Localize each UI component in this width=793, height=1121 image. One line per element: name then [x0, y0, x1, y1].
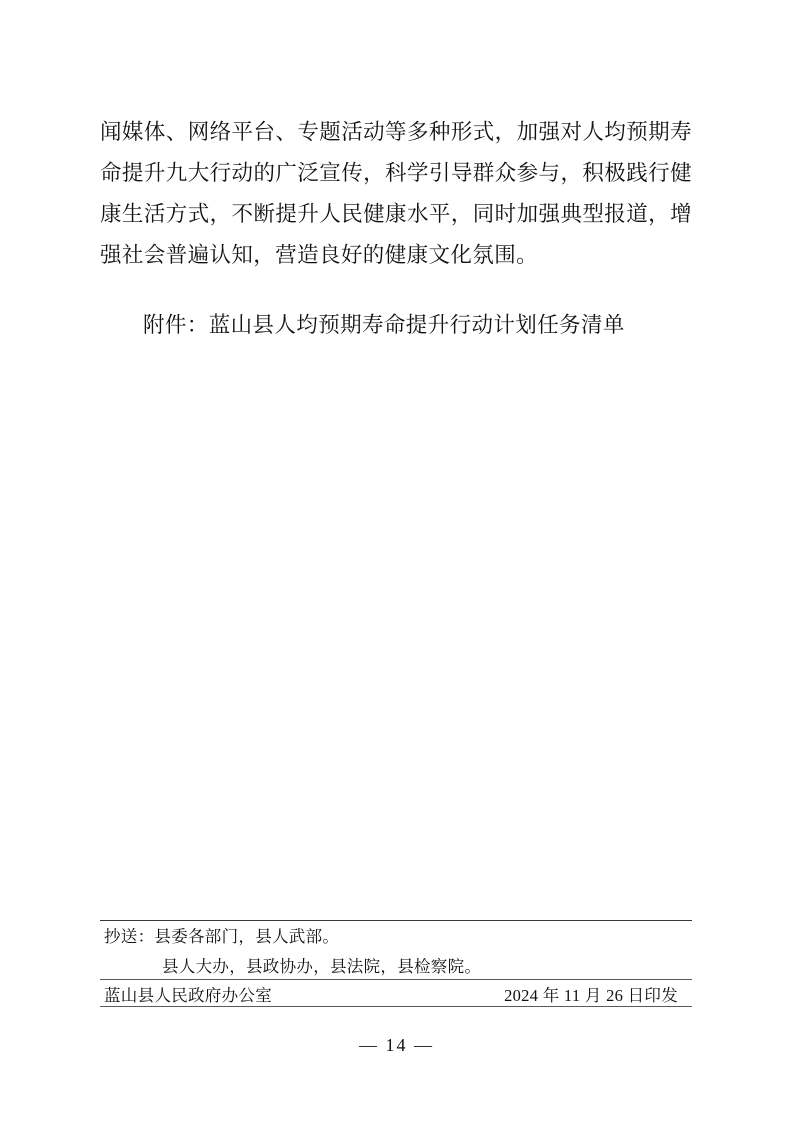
distribution-row-1 — [100, 921, 692, 951]
body-text-block — [100, 112, 692, 276]
document-footer — [100, 920, 692, 1007]
issuing-office: 蓝山县人民政府办公室 — [104, 986, 272, 1005]
paragraph-continued: 闻媒体、网络平台、专题活动等多种形式，加强对人均预期寿命提升九大行动的广泛宣传，科学引导群众参与，积极践行健康生活方式，不断提升人民健康水平，同时加强典型报道，增强社会普遍认知，营造良好的健康文化氛围。 — [100, 120, 692, 267]
distribution-row-2 — [100, 951, 692, 979]
issuing-row — [100, 980, 692, 1006]
distribution-label: 抄送：县委各部门，县人武部。 — [104, 927, 340, 946]
page-number: — 14 — — [359, 1035, 434, 1055]
distribution-line-2: 县人大办，县政协办，县法院，县检察院。 — [162, 957, 482, 976]
attachment-line: 附件：蓝山县人均预期寿命提升行动计划任务清单 — [143, 313, 625, 337]
issue-date: 2024 年 11 月 26 日印发 — [504, 986, 678, 1005]
attachment-block — [100, 305, 692, 346]
